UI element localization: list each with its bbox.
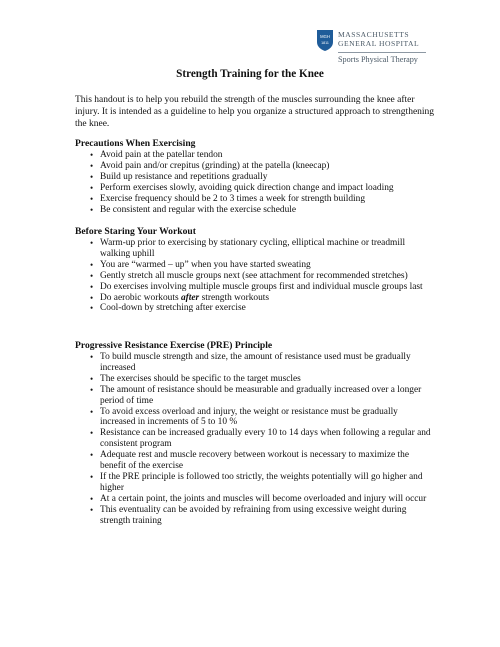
list-item	[75, 472, 435, 494]
list-item-text: Perform exercises slowly, avoiding quick direction change and impact loading	[100, 182, 394, 193]
list-item	[75, 407, 435, 429]
list-item	[75, 428, 435, 450]
bullet-list	[75, 238, 435, 314]
section-heading: Before Staring Your Workout	[75, 226, 196, 237]
list-item-text: Warm-up prior to exercising by stationary cycling, elliptical machine or treadmill walking uphill	[100, 238, 406, 259]
bullet-icon: •	[90, 270, 94, 281]
list-item	[75, 374, 435, 385]
list-item	[75, 293, 435, 304]
bullet-icon: •	[90, 171, 94, 182]
bullet-icon: •	[90, 352, 94, 362]
list-item-text: At a certain point, the joints and muscles will become overloaded and injury will occur	[100, 493, 427, 504]
list-item	[75, 205, 435, 216]
shield-text-line-1: MGH	[320, 34, 330, 39]
list-item	[75, 352, 435, 374]
list-item	[75, 385, 435, 407]
bullet-icon: •	[90, 428, 94, 439]
section-heading: Precautions When Exercising	[75, 138, 196, 149]
intro-paragraph: This handout is to help you rebuild the strength of the muscles surrounding the knee after injury. It is intended as a guideline to help you organize a structured approach to strengthening the knee.	[75, 95, 435, 129]
bullet-icon: •	[90, 292, 94, 303]
list-item	[75, 172, 435, 183]
bullet-icon: •	[90, 373, 94, 384]
list-item	[75, 303, 435, 314]
bullet-icon: •	[90, 384, 94, 395]
bullet-icon: •	[90, 504, 94, 515]
list-item	[75, 194, 435, 205]
list-item	[75, 161, 435, 172]
section-heading: Progressive Resistance Exercise (PRE) Principle	[75, 340, 273, 351]
list-item-text: To build muscle strength and size, the amount of resistance used must be gradually increased	[100, 352, 411, 373]
list-item	[75, 494, 435, 505]
emphasized-text: after	[180, 292, 200, 303]
list-item-text: This eventuality can be avoided by refraining from using excessive weight during strength training	[100, 504, 407, 526]
list-item	[75, 450, 435, 472]
bullet-icon: •	[90, 193, 94, 204]
bullet-icon: •	[90, 471, 94, 482]
list-item-text: Avoid pain at the patellar tendon	[100, 150, 223, 160]
list-item-text: strength workouts	[199, 292, 270, 303]
bullet-icon: •	[90, 150, 94, 160]
list-item-text: Gently stretch all muscle groups next (see attachment for recommended stretches)	[100, 270, 408, 281]
hospital-logo	[314, 28, 434, 68]
bullet-icon: •	[90, 281, 94, 292]
logo-divider	[338, 52, 426, 53]
bullet-icon: •	[90, 182, 94, 193]
bullet-icon: •	[90, 493, 94, 504]
list-item	[75, 260, 435, 271]
bullet-icon: •	[90, 160, 94, 171]
shield-text-line-2: 1811	[321, 41, 329, 45]
list-item-text: Be consistent and regular with the exercise schedule	[100, 204, 297, 215]
mgh-shield-icon	[317, 30, 333, 51]
bullet-icon: •	[90, 204, 94, 215]
department-name: Sports Physical Therapy	[338, 55, 418, 64]
list-item-text: Build up resistance and repetitions gradually	[100, 171, 268, 182]
list-item-text: Avoid pain and/or crepitus (grinding) at the patella (kneecap)	[100, 160, 330, 171]
list-item	[75, 282, 435, 293]
bullet-icon: •	[90, 303, 94, 314]
bullet-icon: •	[90, 259, 94, 270]
list-item-text: Cool-down by stretching after exercise	[100, 303, 246, 314]
list-item	[75, 505, 435, 527]
list-item-text: You are “warmed – up” when you have started sweating	[100, 259, 311, 270]
list-item	[75, 271, 435, 282]
list-item-text: Do aerobic workouts	[100, 292, 181, 303]
list-item	[75, 150, 435, 161]
section-before-workout	[75, 226, 435, 314]
section-pre-principle	[75, 340, 435, 527]
section-precautions	[75, 138, 435, 215]
list-item-text: Exercise frequency should be 2 to 3 times a week for strength building	[100, 193, 366, 204]
list-item	[75, 238, 435, 260]
bullet-icon: •	[90, 406, 94, 417]
organization-name: MASSACHUSETTS GENERAL HOSPITAL	[338, 30, 420, 48]
list-item-text: Resistance can be increased gradually every 10 to 14 days when following a regular and consistent program	[100, 428, 431, 450]
bullet-icon: •	[90, 450, 94, 461]
document-title: Strength Training for the Knee	[176, 68, 324, 80]
bullet-icon: •	[90, 238, 94, 248]
list-item-text: Do exercises involving multiple muscle groups first and individual muscle groups last	[100, 281, 423, 292]
list-item	[75, 183, 435, 194]
list-item-text: Adequate rest and muscle recovery between workout is necessary to maximize the benefit of the exercise	[100, 450, 409, 472]
bullet-list	[75, 352, 435, 527]
list-item-text: The amount of resistance should be measurable and gradually increased over a longer period of time	[100, 384, 422, 406]
list-item-text: If the PRE principle is followed too strictly, the weights potentially will go higher and higher	[100, 471, 423, 493]
list-item-text: To avoid excess overload and injury, the weight or resistance must be gradually increased in increments of 5 to 10 %	[100, 406, 398, 428]
list-item-text: The exercises should be specific to the target muscles	[100, 373, 301, 384]
bullet-list	[75, 150, 435, 215]
